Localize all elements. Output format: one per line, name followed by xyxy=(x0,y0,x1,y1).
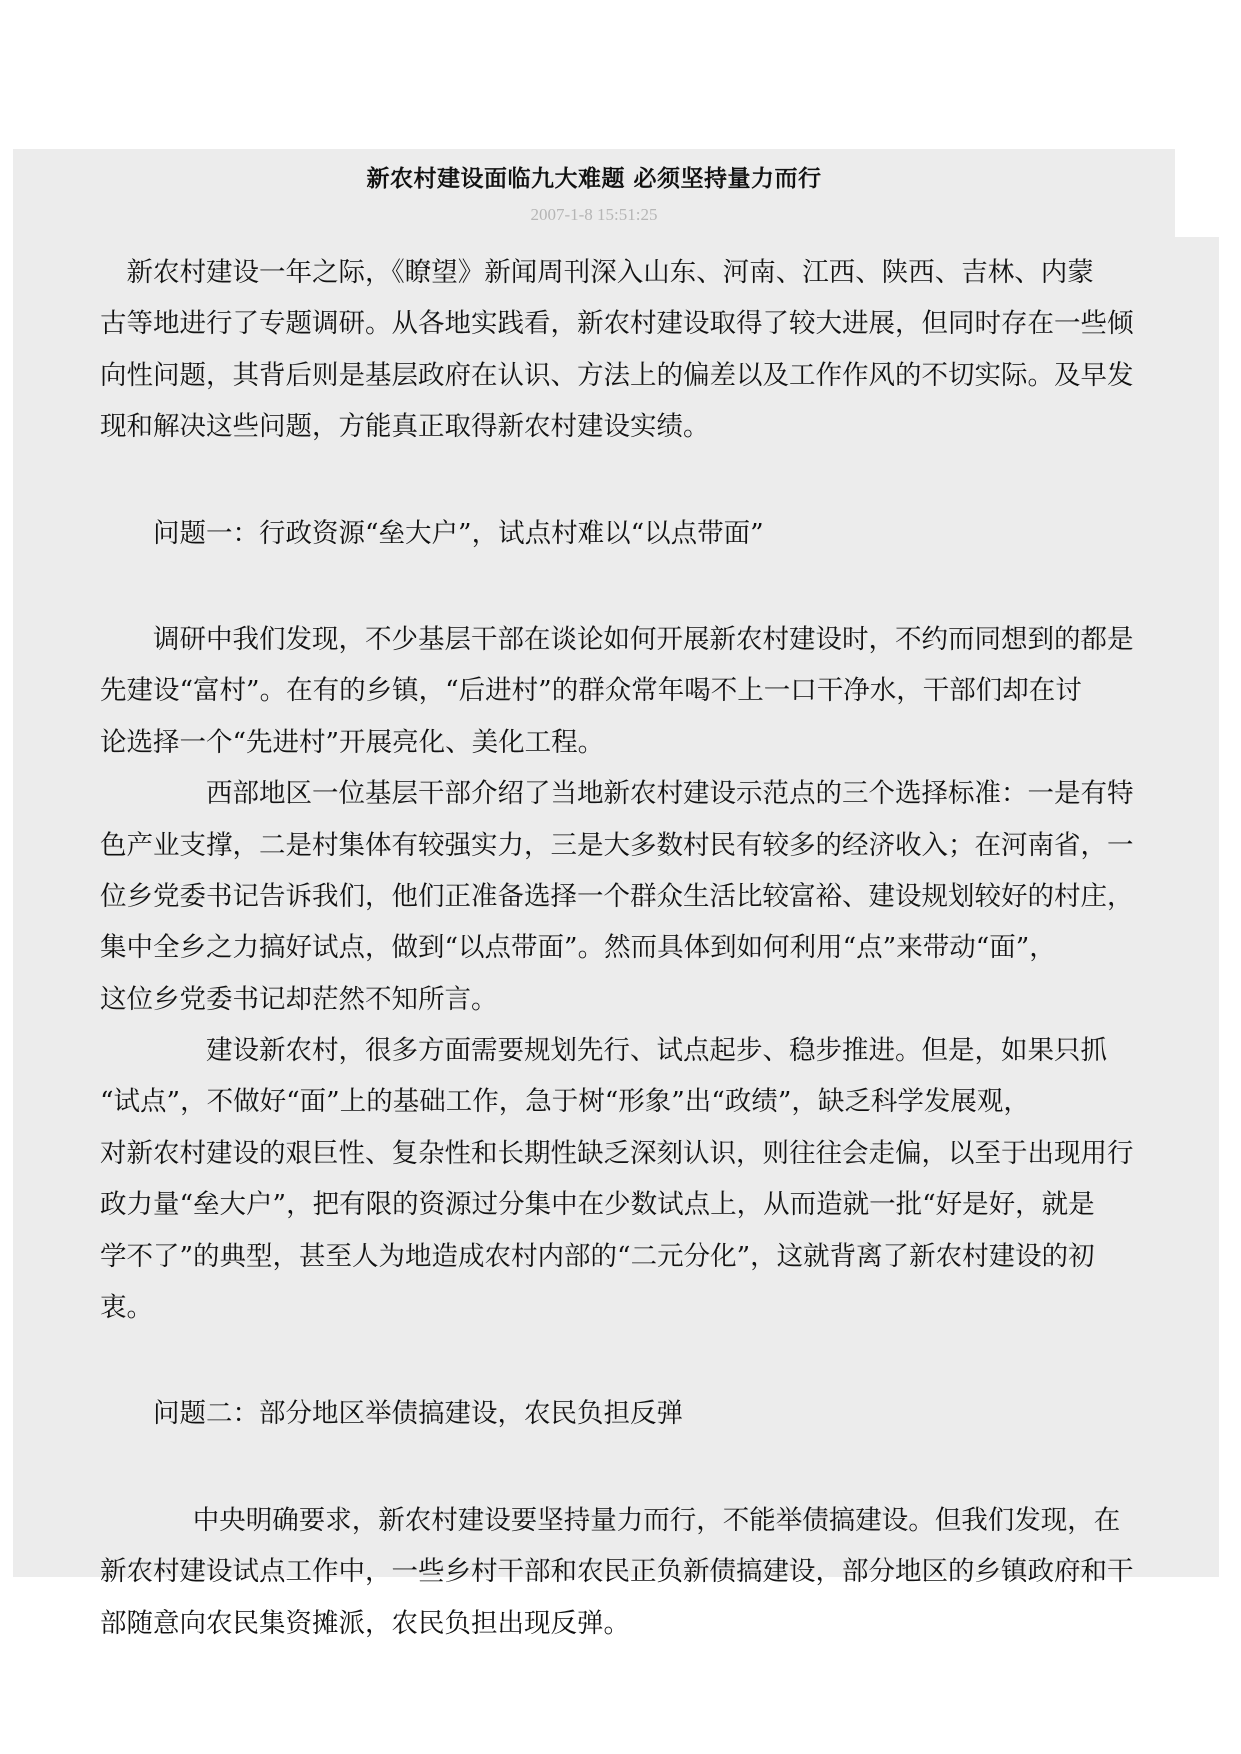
paragraph-line: 古等地进行了专题调研。从各地实践看，新农村建设取得了较大进展，但同时存在一些倾 xyxy=(100,308,1134,340)
paragraph-line: 向性问题，其背后则是基层政府在认识、方法上的偏差以及工作作风的不切实际。及早发 xyxy=(100,359,1134,391)
paragraph-line: 部随意向农民集资摊派，农民负担出现反弹。 xyxy=(100,1607,630,1639)
paragraph-line: 位乡党委书记告诉我们，他们正准备选择一个群众生活比较富裕、建设规划较好的村庄， xyxy=(100,880,1134,912)
paragraph-line: 调研中我们发现，不少基层干部在谈论如何开展新农村建设时，不约而同想到的都是 xyxy=(153,623,1134,655)
paragraph-line: 对新农村建设的艰巨性、复杂性和长期性缺乏深刻认识，则往往会走偏，以至于出现用行 xyxy=(100,1137,1134,1169)
paragraph-line: 论选择一个“先进村”开展亮化、美化工程。 xyxy=(100,726,605,758)
paragraph-line: 现和解决这些问题，方能真正取得新农村建设实绩。 xyxy=(100,411,710,443)
paragraph-gap xyxy=(100,1333,1220,1388)
paragraph-line: 新农村建设一年之际，《瞭望》新闻周刊深入山东、河南、江西、陕西、吉林、内蒙 xyxy=(126,257,1094,288)
paragraph-line: 学不了”的典型，甚至人为地造成农村内部的“二元分化”，这就背离了新农村建设的初 xyxy=(100,1240,1095,1272)
paragraph-line: 中央明确要求，新农村建设要坚持量力而行，不能举债搞建设。但我们发现，在 xyxy=(192,1504,1121,1536)
paragraph-line: 问题一：行政资源“垒大户”，试点村难以“以点带面” xyxy=(153,517,764,549)
paragraph-line: 政力量“垒大户”，把有限的资源过分集中在少数试点上，从而造就一批“好是好，就是 xyxy=(100,1189,1095,1221)
paragraph-line: 问题二：部分地区举债搞建设，农民负担反弹 xyxy=(153,1398,683,1430)
article-date: 2007-1-8 15:51:25 xyxy=(530,205,658,224)
paragraph-line: 色产业支撑，二是村集体有较强实力，三是大多数村民有较多的经济收入；在河南省，一 xyxy=(100,829,1134,861)
paragraph-line: 集中全乡之力搞好试点，做到“以点带面”。然而具体到如何利用“点”来带动“面”， xyxy=(100,932,1056,964)
paragraph-gap xyxy=(100,559,1220,614)
paragraph-gap xyxy=(100,453,1220,508)
paragraph-line: 衷。 xyxy=(100,1292,153,1324)
paragraph-line: 先建设“富村”。在有的乡镇，“后进村”的群众常年喝不上一口干净水，干部们却在讨 xyxy=(100,675,1082,707)
paragraph-line: 新农村建设试点工作中，一些乡村干部和农民正负新债搞建设，部分地区的乡镇政府和干 xyxy=(100,1556,1134,1588)
paragraph-line: 西部地区一位基层干部介绍了当地新农村建设示范点的三个选择标准：一是有特 xyxy=(206,778,1134,810)
paragraph-gap xyxy=(100,1440,1220,1495)
article-title: 新农村建设面临九大难题 必须坚持量力而行 xyxy=(366,166,822,192)
paragraph-line: 建设新农村，很多方面需要规划先行、试点起步、稳步推进。但是，如果只抓 xyxy=(206,1035,1107,1067)
paragraph-line: “试点”，不做好“面”上的基础工作，急于树“形象”出“政绩”，缺乏科学发展观， xyxy=(100,1086,1030,1118)
article-body xyxy=(100,247,1220,1649)
paragraph-line: 这位乡党委书记却茫然不知所言。 xyxy=(100,983,498,1015)
